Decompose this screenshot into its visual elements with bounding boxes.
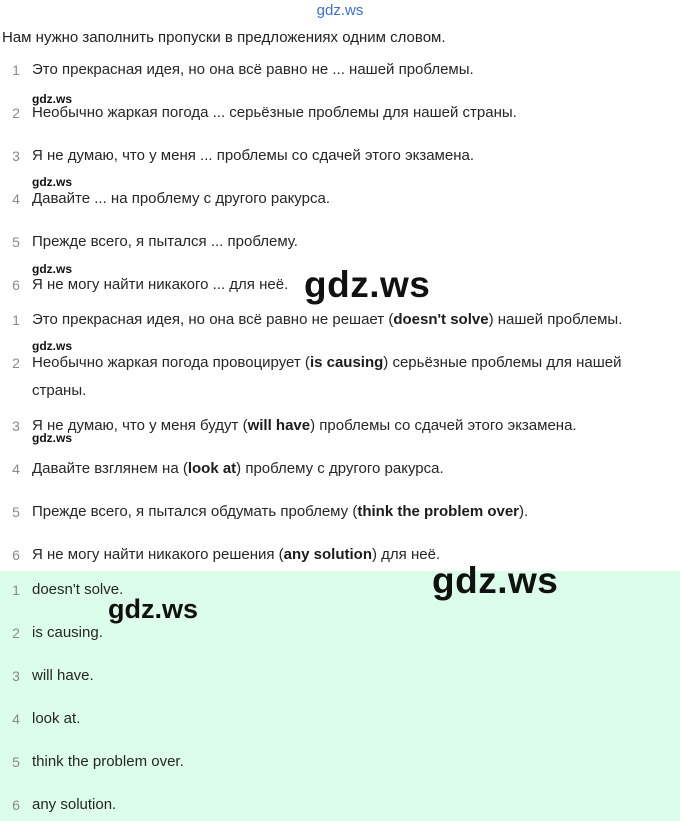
answer-text: look at. (32, 710, 81, 727)
item-text: Прежде всего, я пытался ... проблему. (32, 233, 298, 250)
answer-text: doesn't solve. (32, 581, 124, 598)
item-text: Давайте взглянем на (look at) проблему с другого ракурса. (32, 460, 444, 477)
answer-highlight: is causing (309, 354, 384, 371)
watermark-small: gdz.ws (32, 339, 73, 353)
item-number: 5 (12, 504, 20, 520)
watermark-small: gdz.ws (32, 175, 73, 189)
item-number: 1 (12, 312, 20, 328)
item-text: Это прекрасная идея, но она всё равно не ... нашей проблемы. (32, 61, 474, 78)
answer-highlight: think the problem over (357, 503, 520, 520)
watermark-large: gdz.ws (432, 560, 559, 601)
item-text: Это прекрасная идея, но она всё равно не решает (doesn't solve) нашей проблемы. (32, 311, 623, 328)
item-number: 3 (12, 418, 20, 434)
item-number: 1 (12, 582, 20, 598)
item-number: 4 (12, 461, 20, 477)
answer-text: will have. (32, 667, 94, 684)
item-number: 3 (12, 148, 20, 164)
item-number: 3 (12, 668, 20, 684)
watermark-large: gdz.ws (304, 264, 431, 305)
answer-highlight: will have (247, 417, 311, 434)
item-text: Прежде всего, я пытался обдумать проблему (think the problem over). (32, 503, 529, 520)
item-number: 5 (12, 234, 20, 250)
watermark-small: gdz.ws (32, 262, 73, 276)
item-number: 2 (12, 355, 20, 371)
watermark-medium: gdz.ws (108, 594, 199, 624)
item-number: 6 (12, 797, 20, 813)
watermark-small: gdz.ws (32, 92, 73, 106)
task-instruction: Нам нужно заполнить пропуски в предложениях одним словом. (2, 29, 446, 46)
answer-highlight: any solution (283, 546, 372, 563)
answer-text: think the problem over. (32, 753, 184, 770)
item-number: 5 (12, 754, 20, 770)
item-number: 4 (12, 191, 20, 207)
item-number: 1 (12, 62, 20, 78)
item-text: Я не могу найти никакого ... для неё. (32, 276, 289, 293)
answer-text: is causing. (32, 624, 103, 641)
watermark-small: gdz.ws (32, 431, 73, 445)
item-text: Я не думаю, что у меня ... проблемы со сдачей этого экзамена. (32, 147, 475, 164)
item-number: 2 (12, 105, 20, 121)
item-number: 6 (12, 277, 20, 293)
answers-panel (0, 571, 680, 821)
answer-highlight: look at (187, 460, 237, 477)
item-number: 6 (12, 547, 20, 563)
header-watermark: gdz.ws (316, 2, 364, 19)
item-text: Я не думаю, что у меня будут (will have) проблемы со сдачей этого экзамена. (32, 417, 577, 434)
item-number: 4 (12, 711, 20, 727)
item-text: Давайте ... на проблему с другого ракурса. (32, 190, 330, 207)
item-number: 2 (12, 625, 20, 641)
item-text: Необычно жаркая погода ... серьёзные проблемы для нашей страны. (32, 104, 517, 121)
answer-highlight: doesn't solve (393, 311, 489, 328)
item-text: Необычно жаркая погода провоцирует (is causing) серьёзные проблемы для нашей страны. (32, 354, 622, 399)
item-text: Я не могу найти никакого решения (any solution) для неё. (32, 546, 441, 563)
answer-text: any solution. (32, 796, 117, 813)
